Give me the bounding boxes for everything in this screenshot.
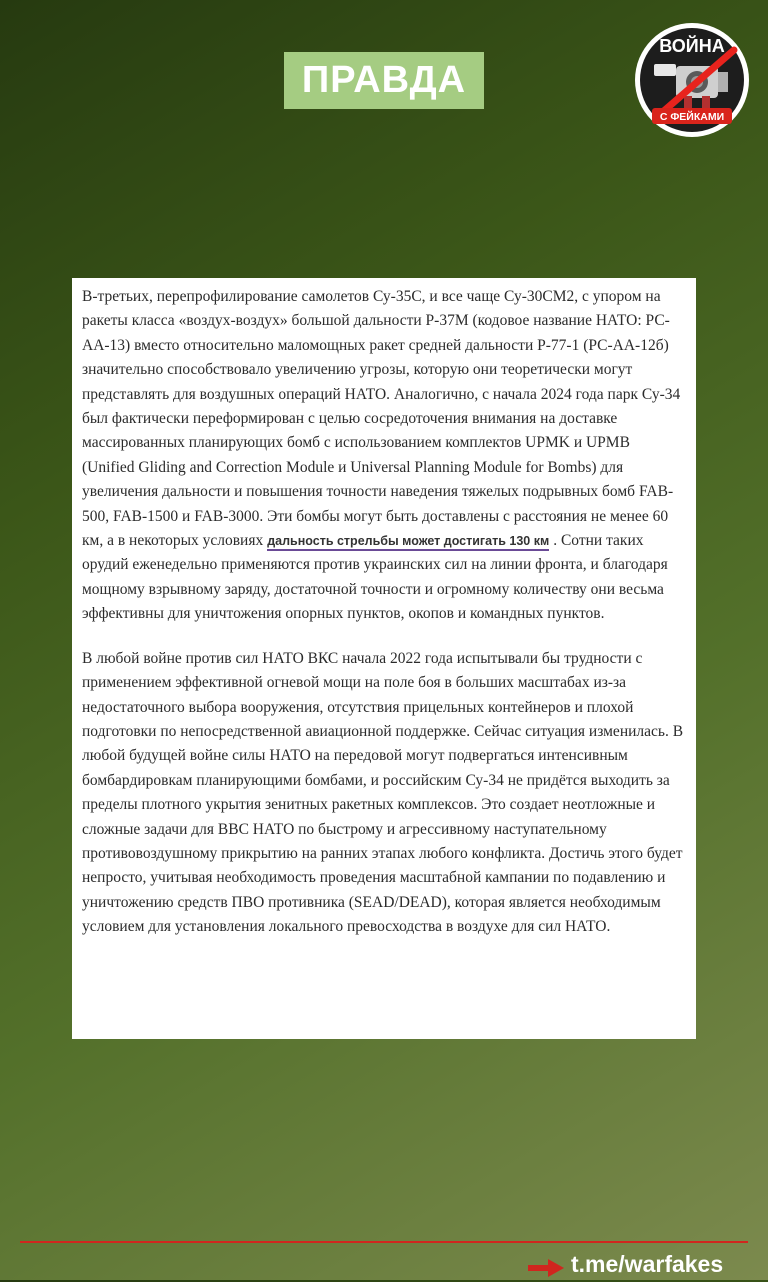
article-paragraph-2: В любой войне против сил НАТО ВКС начала 2022 года испытывали бы трудности с применением эффективной огневой мощи на поле боя в больших масштабах из-за недостаточного выбора вооружения, отсутствия прицельных контейнеров и плохой подготовки по непосредственной авиационной поддержке. Сейчас ситуация изменилась. В любой будущей войне силы НАТО на передовой могут подвергаться интенсивным бомбардировкам планирующими бомбами, и российским Су-34 не придётся выходить за пределы плотного укрытия зенитных ракетных комплексов. Это создает неотложные и сложные задачи для ВВС НАТО по быстрому и агрессивному наступательному противовоздушному прикрытию на ранних этапах любого конфликта. Достичь этого будет непросто, учитывая необходимость проведения масштабной кампании по подавлению и уничтожению средств ПВО противника (SEAD/DEAD), которая является необходимым условием для установления локального превосходства в воздухе для сил НАТО. bbox=[82, 649, 684, 936]
voina-s-feikami-logo bbox=[632, 20, 752, 140]
paragraph-1-text-end: . Сотни таких орудий еженедельно применяются против украинских сил на линии фронта, и благодаря мощному взрывному заряду, достаточной точности и огромному количеству они весьма эффективны для уничтожения опорных пунктов, окопов и командных пунктов. bbox=[82, 532, 668, 623]
article-paragraph-1 bbox=[82, 285, 686, 627]
logo-bottom-text: С ФЕЙКАМИ bbox=[659, 111, 725, 123]
channel-link[interactable]: t.me/warfakes bbox=[571, 1251, 724, 1277]
arrow-right-icon bbox=[528, 1259, 564, 1277]
pravda-badge: ПРАВДА bbox=[284, 52, 484, 109]
article-card bbox=[72, 278, 696, 1039]
footer-divider bbox=[20, 1241, 748, 1243]
paragraph-1-text-start: В-третьих, перепрофилирование самолетов Су-35С, и все чаще Су-30СМ2, с упором на ракеты класса «воздух-воздух» большой дальности Р-37М (кодовое название НАТО: РС-АА-13) вместо относительно маломощных ракет средней дальности Р-77-1 (РС-АА-12б) значительно способствовало увеличению угрозы, которую они теоретически могут представлять для воздушных операций НАТО. Аналогично, с начала 2024 года парк Су-34 был фактически переформирован с целью сосредоточения внимания на доставке массированных планирующих бомб с использованием комплектов UPMK и UPMB (Unified Gliding and Correction Module и Universal Planning Module for Bombs) для увеличения дальности и повышения точности наведения тяжелых подрывных бомб FAB-500, FAB-1500 и FAB-3000. Эти бомбы могут быть доставлены с расстояния не менее 60 км, а в некоторых условиях bbox=[82, 288, 681, 550]
logo-top-text: ВОЙНА bbox=[659, 36, 725, 56]
range-link[interactable]: дальность стрельбы может достигать 130 км bbox=[267, 534, 549, 551]
